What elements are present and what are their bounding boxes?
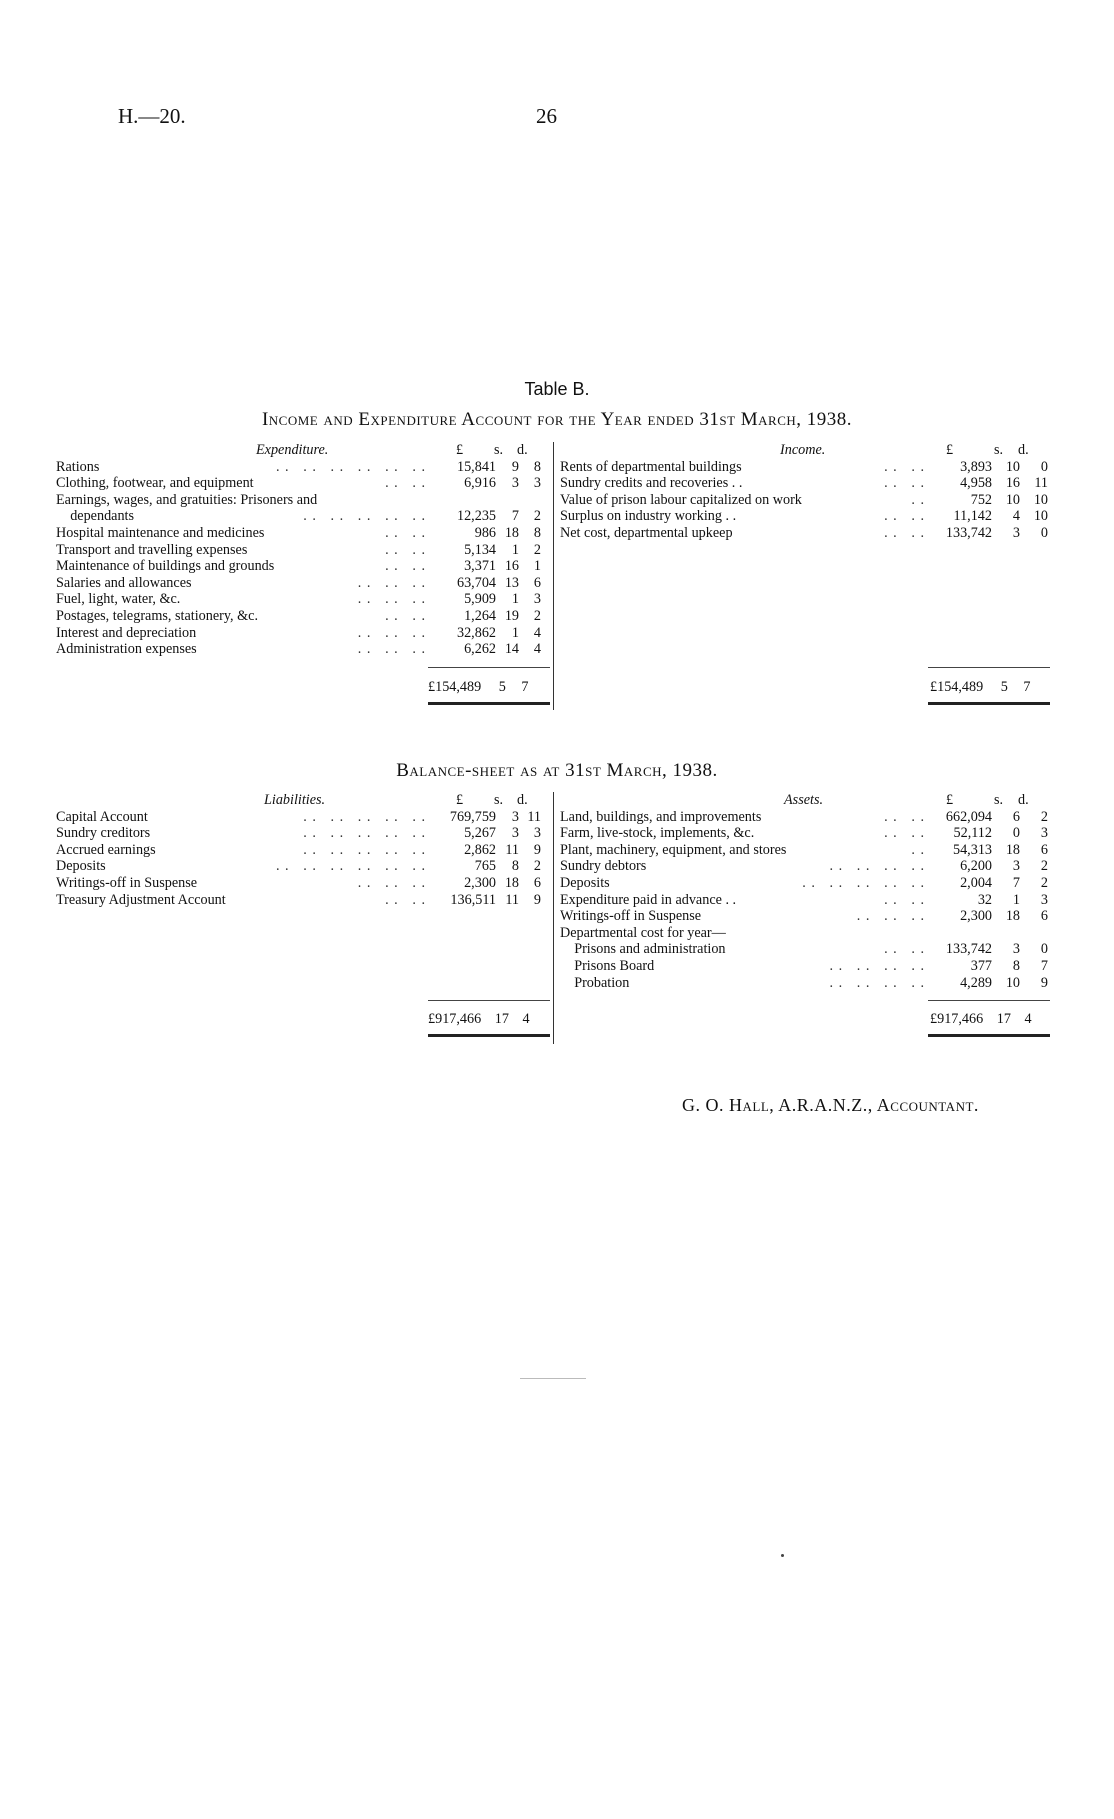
ledger-row: [560, 825, 1060, 842]
ledger-row: [560, 908, 1060, 925]
ledger-row: [560, 958, 1060, 975]
ledger-row: [560, 875, 1060, 892]
leader-dots: . . . .: [884, 508, 925, 525]
pounds-value: 2,300: [960, 908, 992, 925]
income-section: [560, 442, 1060, 702]
leader-dots: . . . .: [884, 825, 925, 842]
income-rows: [560, 459, 1060, 542]
assets-total-shillings: 17: [996, 1011, 1011, 1027]
ledger-item-label: Sundry debtors: [560, 858, 647, 875]
pence-value: 3: [1040, 825, 1048, 842]
shillings-value: 10: [1005, 458, 1020, 475]
pence-value: 6: [533, 574, 541, 591]
ledger-item-label: Writings-off in Suspense: [560, 908, 702, 925]
printed-dot: [781, 1554, 784, 1557]
ledger-item-label: Departmental cost for year—: [560, 924, 726, 941]
ledger-row: [56, 608, 546, 625]
ledger-item-label: Value of prison labour capitalized on work: [560, 491, 802, 508]
ledger-item-label: Capital Account: [56, 808, 148, 825]
page-reference: H.—20.: [118, 104, 186, 128]
pounds-value: 1,264: [464, 607, 496, 624]
shillings-value: 1: [511, 541, 519, 558]
ledger-row: [56, 641, 546, 658]
pence-value: 4: [533, 641, 541, 658]
leader-dots: . . . . . . . . . .: [802, 874, 925, 891]
leader-dots: . . . . . . . . . .: [303, 825, 426, 842]
leader-dots: . . . .: [385, 891, 426, 908]
ledger-item-label: Surplus on industry working . .: [560, 508, 737, 525]
ledger-row: [56, 475, 546, 492]
ledger-item-label: Administration expenses: [56, 641, 197, 658]
pounds-value: 4,289: [960, 974, 992, 991]
pence-value: 11: [1034, 475, 1048, 492]
assets-total-pounds: £917,466: [930, 1011, 984, 1027]
pence-value: 9: [533, 891, 541, 908]
ledger-item-label: dependants: [56, 508, 135, 525]
pence-value: 3: [533, 825, 541, 842]
pounds-value: 32: [977, 891, 992, 908]
ledger-row: [56, 625, 546, 642]
pence-value: 4: [533, 624, 541, 641]
ledger-item-label: Probation: [560, 974, 630, 991]
pounds-value: 136,511: [450, 891, 496, 908]
ledger-item-label: Writings-off in Suspense: [56, 874, 198, 891]
pence-value: 2: [1040, 858, 1048, 875]
ledger-item-label: Rents of departmental buildings: [560, 458, 742, 475]
ledger-item-label: Maintenance of buildings and grounds: [56, 558, 275, 575]
ledger-row: [560, 858, 1060, 875]
leader-dots: . . . .: [385, 558, 426, 575]
ledger-item-label: Interest and depreciation: [56, 624, 197, 641]
pounds-value: 4,958: [960, 475, 992, 492]
assets-heading: Assets.: [784, 792, 824, 808]
pence-value: 3: [1040, 891, 1048, 908]
shillings-value: 8: [1012, 957, 1020, 974]
leader-dots: . . . . . . . . . .: [303, 508, 426, 525]
total-rule: [428, 1000, 550, 1001]
pence-value: 2: [1040, 808, 1048, 825]
total-rule: [928, 1000, 1050, 1001]
shillings-value: 16: [504, 558, 519, 575]
ledger-item-label: Rations: [56, 458, 100, 475]
pounds-value: 6,916: [464, 475, 496, 492]
ledger-item-label: Expenditure paid in advance . .: [560, 891, 737, 908]
pence-value: 10: [1033, 508, 1048, 525]
ledger-row: [560, 475, 1060, 492]
shillings-value: 3: [511, 825, 519, 842]
shillings-heading: s.: [494, 792, 504, 808]
ledger-row: [560, 809, 1060, 826]
shillings-value: 1: [1012, 891, 1020, 908]
assets-total: [930, 1011, 1032, 1028]
leader-dots: . . . . . . . .: [829, 858, 925, 875]
ledger-row: [560, 508, 1060, 525]
shillings-value: 14: [504, 641, 519, 658]
liabilities-total-shillings: 17: [494, 1011, 509, 1027]
ledger-item-label: Sundry credits and recoveries . .: [560, 475, 743, 492]
pounds-heading: £: [456, 442, 464, 458]
ledger-item-label: Deposits: [56, 858, 106, 875]
pence-value: 6: [1040, 841, 1048, 858]
ledger-row: [560, 525, 1060, 542]
column-divider: [553, 442, 554, 710]
total-double-rule: [428, 702, 550, 705]
pence-value: 6: [1040, 908, 1048, 925]
pounds-heading: £: [946, 442, 954, 458]
ledger-item-label: Earnings, wages, and gratuities: Prisoners and: [56, 491, 318, 508]
pounds-value: 5,267: [464, 825, 496, 842]
pounds-value: 11,142: [953, 508, 992, 525]
pence-value: 2: [1040, 874, 1048, 891]
expenditure-section: [56, 442, 546, 702]
shillings-value: 18: [1005, 908, 1020, 925]
ledger-row: [56, 558, 546, 575]
pounds-value: 3,893: [960, 458, 992, 475]
shillings-value: 10: [1005, 974, 1020, 991]
ledger-row: [56, 591, 546, 608]
shillings-value: 3: [1012, 941, 1020, 958]
pounds-value: 133,742: [945, 524, 992, 541]
pounds-value: 986: [474, 524, 496, 541]
leader-dots: . . . . . .: [856, 908, 925, 925]
income-total: [930, 679, 1030, 696]
pence-value: 9: [533, 841, 541, 858]
income-account-title: Income and Expenditure Account for the Year ended 31st March, 1938.: [261, 409, 853, 430]
ledger-row: [56, 459, 546, 476]
shillings-value: 18: [1005, 841, 1020, 858]
pounds-value: 54,313: [952, 841, 992, 858]
pence-value: 8: [533, 524, 541, 541]
shillings-value: 7: [1012, 874, 1020, 891]
ledger-item-label: Deposits: [560, 874, 610, 891]
ledger-row: [56, 825, 546, 842]
shillings-value: 19: [504, 607, 519, 624]
leader-dots: . . . . . .: [357, 574, 426, 591]
income-total-pence: 7: [1023, 679, 1031, 695]
leader-dots: . . . .: [884, 891, 925, 908]
shillings-value: 3: [1012, 858, 1020, 875]
pence-value: 3: [533, 591, 541, 608]
pence-value: 2: [533, 541, 541, 558]
leader-dots: . . . .: [884, 458, 925, 475]
shillings-value: 10: [1005, 491, 1020, 508]
liabilities-total: [428, 1011, 530, 1028]
shillings-value: 18: [504, 874, 519, 891]
pounds-value: 3,371: [464, 558, 496, 575]
ledger-item-label: Fuel, light, water, &c.: [56, 591, 181, 608]
pounds-value: 133,742: [945, 941, 992, 958]
ledger-item-label: Net cost, departmental upkeep: [560, 524, 733, 541]
ledger-row: [560, 925, 1060, 942]
total-rule: [428, 667, 550, 668]
pence-value: 7: [1040, 957, 1048, 974]
leader-dots: . . . . . . . . . .: [303, 808, 426, 825]
pence-value: 3: [533, 475, 541, 492]
pounds-value: 12,235: [456, 508, 496, 525]
expenditure-total-pence: 7: [521, 679, 529, 695]
pence-value: 0: [1040, 941, 1048, 958]
shillings-value: 0: [1012, 825, 1020, 842]
liabilities-total-pence: 4: [522, 1011, 530, 1027]
ledger-row: [56, 525, 546, 542]
ledger-item-label: Farm, live-stock, implements, &c.: [560, 825, 755, 842]
income-total-shillings: 5: [1000, 679, 1008, 695]
pence-heading: d.: [1018, 442, 1029, 458]
balance-sheet-title: Balance-sheet as at 31st March, 1938.: [396, 760, 718, 781]
pence-value: 8: [533, 458, 541, 475]
shillings-heading: s.: [994, 442, 1004, 458]
expenditure-total-shillings: 5: [498, 679, 506, 695]
leader-dots: . . . .: [884, 941, 925, 958]
total-double-rule: [428, 1034, 550, 1037]
liabilities-heading: Liabilities.: [264, 792, 326, 808]
expenditure-rows: [56, 459, 546, 658]
shillings-value: 13: [504, 574, 519, 591]
ledger-row: [56, 508, 546, 525]
shillings-value: 8: [511, 858, 519, 875]
pounds-value: 765: [474, 858, 496, 875]
pence-value: 9: [1040, 974, 1048, 991]
ledger-row: [560, 459, 1060, 476]
leader-dots: . . . .: [385, 475, 426, 492]
shillings-heading: s.: [494, 442, 504, 458]
expenditure-total-pounds: £154,489: [428, 679, 482, 695]
leader-dots: . . . . . .: [357, 874, 426, 891]
liabilities-section: [56, 792, 546, 1032]
ledger-item-label: Transport and travelling expenses: [56, 541, 248, 558]
ledger-row: [56, 875, 546, 892]
ledger-row: [560, 941, 1060, 958]
ledger-item-label: Clothing, footwear, and equipment: [56, 475, 254, 492]
table-label: Table B.: [524, 379, 590, 399]
leader-dots: . . . . . . . . . .: [303, 841, 426, 858]
page-number: 26: [536, 104, 557, 128]
pence-value: 6: [533, 874, 541, 891]
pounds-value: 5,909: [464, 591, 496, 608]
pence-value: 11: [527, 808, 541, 825]
shillings-heading: s.: [994, 792, 1004, 808]
pounds-value: 6,262: [464, 641, 496, 658]
shillings-value: 11: [505, 891, 519, 908]
ledger-row: [560, 842, 1060, 859]
pounds-value: 52,112: [953, 825, 992, 842]
pence-heading: d.: [1018, 792, 1029, 808]
ledger-item-label: Hospital maintenance and medicines: [56, 524, 265, 541]
shillings-value: 3: [511, 808, 519, 825]
ledger-row: [56, 575, 546, 592]
pounds-value: 2,862: [464, 841, 496, 858]
shillings-value: 11: [505, 841, 519, 858]
income-total-pounds: £154,489: [930, 679, 984, 695]
shillings-value: 18: [504, 524, 519, 541]
ledger-item-label: Postages, telegrams, stationery, &c.: [56, 607, 258, 624]
liabilities-total-pounds: £917,466: [428, 1011, 482, 1027]
leader-dots: . . . .: [385, 524, 426, 541]
assets-section: [560, 792, 1060, 1032]
pounds-value: 752: [970, 491, 992, 508]
leader-dots: . . . .: [884, 475, 925, 492]
income-heading: Income.: [780, 442, 826, 458]
pounds-value: 5,134: [464, 541, 496, 558]
leader-dots: . . . . . .: [357, 591, 426, 608]
assets-rows: [560, 809, 1060, 992]
ledger-item-label: Sundry creditors: [56, 825, 151, 842]
shillings-value: 3: [511, 475, 519, 492]
pounds-value: 6,200: [960, 858, 992, 875]
ledger-row: [560, 892, 1060, 909]
pounds-value: 662,094: [945, 808, 992, 825]
shillings-value: 9: [511, 458, 519, 475]
pounds-value: 32,862: [456, 624, 496, 641]
leader-dots: . . . . . .: [357, 624, 426, 641]
ledger-row: [560, 492, 1060, 509]
pounds-heading: £: [946, 792, 954, 808]
pounds-value: 15,841: [456, 458, 496, 475]
pounds-value: 769,759: [449, 808, 496, 825]
total-double-rule: [928, 1034, 1050, 1037]
leader-dots: . . . . . . . . . . . .: [275, 458, 426, 475]
ledger-row: [56, 492, 546, 509]
pence-value: 2: [533, 508, 541, 525]
pence-value: 2: [533, 858, 541, 875]
decorative-rule: [520, 1378, 586, 1379]
shillings-value: 7: [511, 508, 519, 525]
accountant-signature: G. O. Hall, A.R.A.N.Z., Accountant.: [682, 1095, 979, 1115]
shillings-value: 1: [511, 624, 519, 641]
ledger-row: [560, 975, 1060, 992]
pounds-value: 63,704: [456, 574, 496, 591]
assets-total-pence: 4: [1024, 1011, 1032, 1027]
ledger-row: [56, 858, 546, 875]
pence-value: 10: [1033, 491, 1048, 508]
pounds-value: 2,004: [960, 874, 992, 891]
ledger-item-label: Plant, machinery, equipment, and stores: [560, 841, 787, 858]
shillings-value: 3: [1012, 524, 1020, 541]
expenditure-total: [428, 679, 528, 696]
total-double-rule: [928, 702, 1050, 705]
ledger-item-label: Prisons Board: [560, 957, 655, 974]
leader-dots: . .: [911, 491, 925, 508]
pence-value: 2: [533, 607, 541, 624]
pence-heading: d.: [517, 442, 528, 458]
leader-dots: . . . .: [385, 607, 426, 624]
leader-dots: . . . .: [884, 808, 925, 825]
ledger-item-label: Prisons and administration: [560, 941, 726, 958]
ledger-item-label: Salaries and allowances: [56, 574, 192, 591]
leader-dots: . .: [911, 841, 925, 858]
leader-dots: . . . . . .: [357, 641, 426, 658]
leader-dots: . . . . . . . . . . . .: [275, 858, 426, 875]
pounds-value: 377: [970, 957, 992, 974]
pounds-value: 2,300: [464, 874, 496, 891]
shillings-value: 16: [1005, 475, 1020, 492]
shillings-value: 4: [1012, 508, 1020, 525]
pence-value: 0: [1040, 524, 1048, 541]
ledger-row: [56, 842, 546, 859]
pence-heading: d.: [517, 792, 528, 808]
ledger-item-label: Land, buildings, and improvements: [560, 808, 762, 825]
leader-dots: . . . . . . . .: [829, 957, 925, 974]
shillings-value: 6: [1012, 808, 1020, 825]
ledger-row: [56, 542, 546, 559]
expenditure-heading: Expenditure.: [256, 442, 329, 458]
pence-value: 1: [533, 558, 541, 575]
ledger-item-label: Accrued earnings: [56, 841, 156, 858]
pounds-heading: £: [456, 792, 464, 808]
leader-dots: . . . . . . . .: [829, 974, 925, 991]
leader-dots: . . . .: [385, 541, 426, 558]
pence-value: 0: [1040, 458, 1048, 475]
ledger-row: [56, 892, 546, 909]
ledger-item-label: Treasury Adjustment Account: [56, 891, 226, 908]
shillings-value: 1: [511, 591, 519, 608]
column-divider: [553, 792, 554, 1044]
liabilities-rows: [56, 809, 546, 909]
total-rule: [928, 667, 1050, 668]
leader-dots: . . . .: [884, 524, 925, 541]
ledger-row: [56, 809, 546, 826]
